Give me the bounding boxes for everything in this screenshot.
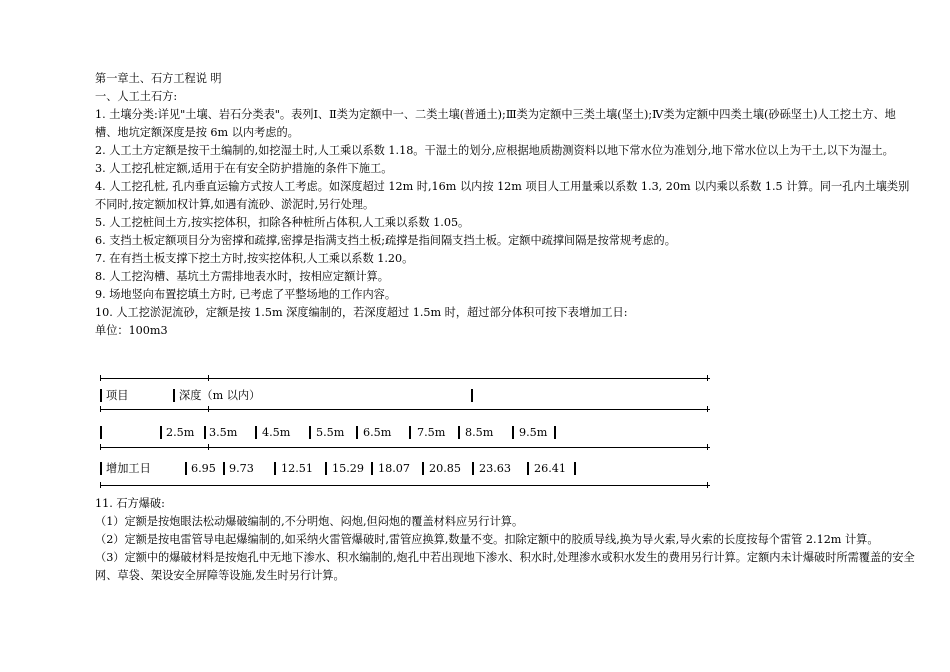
cell-border [458, 426, 460, 439]
depth-cell: 5.5m [316, 426, 345, 439]
cell-border [204, 426, 206, 439]
blasting-item-1: （1）定额是按炮眼法松动爆破编制的,不分明炮、闷炮,但闷炮的覆盖材料应另行计算。 [95, 515, 524, 528]
depth-cell: 3.5m [209, 426, 238, 439]
cell-border [371, 462, 373, 475]
rule-tick [100, 375, 101, 381]
rule-tick [707, 406, 708, 412]
value-cell: 12.51 [281, 462, 314, 475]
rule-tick [707, 375, 708, 381]
depth-cell: 7.5m [417, 426, 446, 439]
value-cell: 26.41 [534, 462, 567, 475]
paragraph-1: 1. 土壤分类:详见"土壤、岩石分类表"。表列Ⅰ、Ⅱ类为定额中一、二类土壤(普通土);Ⅲ类为定额中三类土壤(坚土);Ⅳ类为定额中四类土壤(砂砾坚土)人工挖土方、地槽、地坑定额深度是按 6m 以内考虑的。 [95, 108, 896, 139]
cell-border [325, 462, 327, 475]
cell-border [160, 426, 162, 439]
table-rule-3 [100, 447, 710, 448]
blasting-item-2: （2）定额是按电雷管导电起爆编制的,如采纳火雷管爆破时,雷管应换算,数量不变。扣除定额中的胶质导线,换为导火索,导火索的长度按每个雷管 2.12m 计算。 [95, 533, 879, 546]
rule-tick [100, 406, 101, 412]
cell-border [100, 426, 102, 439]
value-cell: 23.63 [479, 462, 512, 475]
depth-cell: 2.5m [166, 426, 195, 439]
cell-border [574, 462, 576, 475]
cell-border [356, 426, 358, 439]
cell-border [223, 462, 225, 475]
paragraph-6: 6. 支挡土板定额项目分为密撑和疏撑,密撑是指满支挡土板;疏撑是指间隔支挡土板。定额中疏撑间隔是按常规考虑的。 [95, 234, 676, 247]
paragraph-9: 9. 场地竖向布置挖填土方时, 已考虑了平整场地的工作内容。 [95, 288, 397, 301]
rule-tick [208, 406, 209, 412]
cell-border [255, 426, 257, 439]
cell-border [173, 389, 175, 402]
document-body [95, 70, 917, 340]
cell-border [422, 462, 424, 475]
paragraph-3: 3. 人工挖孔桩定额,适用于在有安全防护措施的条件下施工。 [95, 162, 393, 175]
value-cell: 9.73 [229, 462, 254, 475]
table-rule-bottom [100, 485, 710, 486]
cell-border [409, 426, 411, 439]
chapter-title: 第一章土、石方工程说 明 [95, 72, 222, 85]
rule-tick [100, 444, 101, 450]
cell-border [100, 389, 102, 402]
table-rule-2 [100, 409, 710, 410]
rule-tick [707, 482, 708, 488]
paragraph-10: 10. 人工挖淤泥流砂，定额是按 1.5m 深度编制的，若深度超过 1.5m 时，超过部分体积可按下表增加工日: [95, 306, 628, 319]
depth-cell: 6.5m [363, 426, 392, 439]
cell-border [527, 462, 529, 475]
value-cell: 20.85 [429, 462, 462, 475]
cell-border [309, 426, 311, 439]
paragraph-4: 4. 人工挖孔桩, 孔内垂直运输方式按人工考虑。如深度超过 12m 时,16m 以内按 12m 项目人工用量乘以系数 1.3, 20m 以内乘以系数 1.5 计算。同一孔内土壤类别不同时,按定额加权计算,如遇有流砂、淤泥时,另行处理。 [95, 180, 910, 211]
header-item: 项目 [106, 389, 129, 402]
cell-border [472, 462, 474, 475]
blasting-section [95, 495, 917, 585]
unit-label: 单位：100m3 [95, 324, 168, 337]
rule-tick [100, 482, 101, 488]
depth-cell: 4.5m [262, 426, 291, 439]
cell-border [512, 426, 514, 439]
paragraph-7: 7. 在有挡土板支撑下挖土方时,按实挖体积,人工乘以系数 1.20。 [95, 252, 414, 265]
blasting-heading: 11. 石方爆破: [95, 497, 165, 510]
cell-border [554, 426, 556, 439]
cell-border [185, 462, 187, 475]
rule-tick [707, 444, 708, 450]
table-rule-top [100, 378, 710, 379]
rule-tick [208, 444, 209, 450]
paragraph-5: 5. 人工挖桩间土方,按实挖体积，扣除各种桩所占体积,人工乘以系数 1.05。 [95, 216, 470, 229]
paragraph-8: 8. 人工挖沟槽、基坑土方需排地表水时，按相应定额计算。 [95, 270, 389, 283]
value-cell: 6.95 [191, 462, 216, 475]
paragraph-2: 2. 人工土方定额是按干土编制的,如挖湿土时,人工乘以系数 1.18。干湿土的划分,应根据地质勘测资料以地下常水位为准划分,地下常水位以上为干土,以下为湿土。 [95, 144, 894, 157]
header-depth: 深度（m 以内） [179, 389, 261, 402]
text-table [100, 378, 710, 488]
row-label: 增加工日 [106, 462, 151, 475]
value-cell: 15.29 [332, 462, 365, 475]
depth-cell: 9.5m [519, 426, 548, 439]
cell-border [100, 462, 102, 475]
value-cell: 18.07 [378, 462, 411, 475]
depth-cell: 8.5m [465, 426, 494, 439]
rule-tick [208, 375, 209, 381]
cell-border [274, 462, 276, 475]
cell-border [471, 389, 473, 402]
section-heading: 一、人工土石方: [95, 90, 178, 103]
blasting-item-3: （3）定额中的爆破材料是按炮孔中无地下渗水、积水编制的,炮孔中若出现地下渗水、积水时,处理渗水或积水发生的费用另行计算。定额内未计爆破时所需覆盖的安全网、草袋、架设安全屏障等设施,发生时另行计算。 [95, 551, 915, 582]
